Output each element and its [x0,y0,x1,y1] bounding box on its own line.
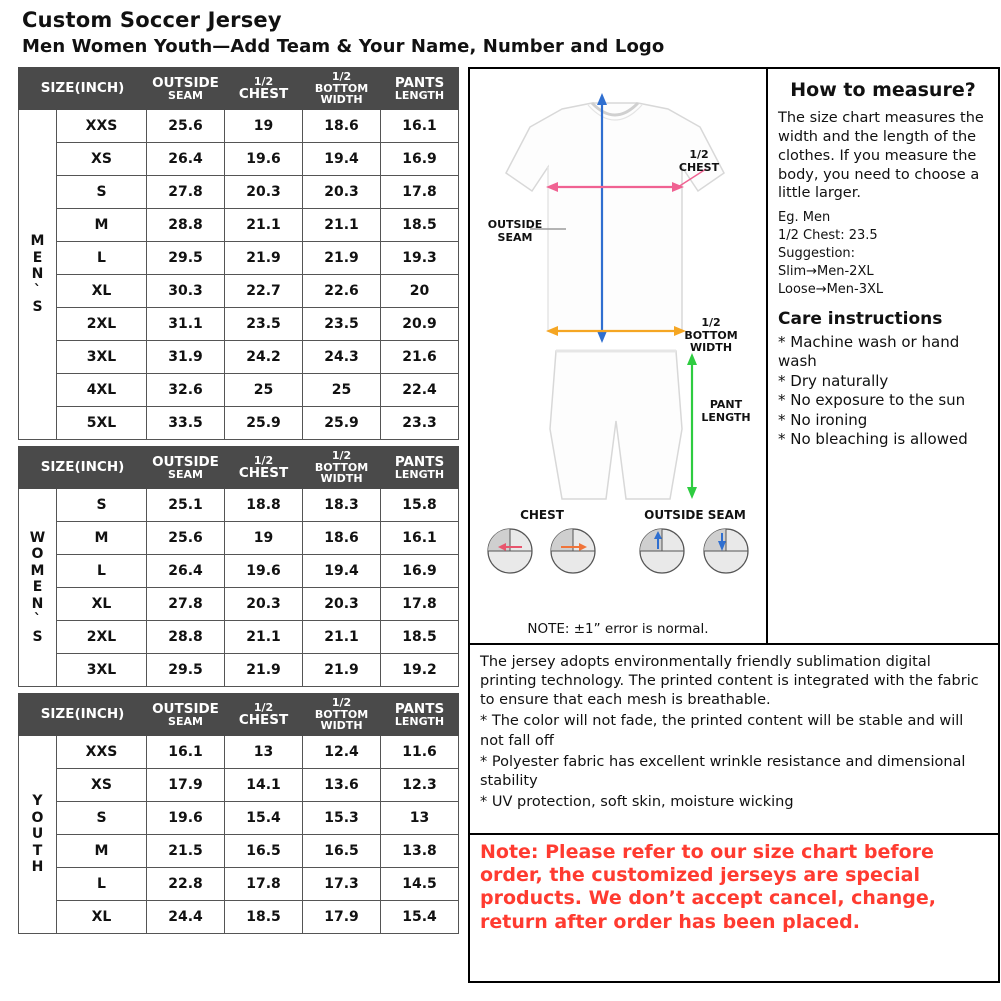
cell-bottom-width: 17.9 [303,901,381,934]
size-table-mens [18,67,459,440]
category-label-womens: W O M E N ` S [19,489,57,687]
label-half-chest: 1/2 CHEST [678,148,720,174]
cell-size: L [57,242,147,275]
cell-outside-seam: 24.4 [147,901,225,934]
cell-size: M [57,835,147,868]
table-row [19,654,459,687]
cell-outside-seam: 25.1 [147,489,225,522]
pant-length-arrow [687,353,697,499]
col-pants-length: PANTS LENGTH [381,447,459,489]
table-row [19,275,459,308]
cell-outside-seam: 16.1 [147,736,225,769]
cell-outside-seam: 29.5 [147,242,225,275]
cell-size: XS [57,769,147,802]
table-row [19,901,459,934]
table-row [19,621,459,654]
cell-pants-length: 18.5 [381,209,459,242]
care-item: * No bleaching is allowed [778,430,968,449]
cell-bottom-width: 21.9 [303,654,381,687]
cell-size: S [57,176,147,209]
care-instructions-title: Care instructions [778,308,943,329]
cell-outside-seam: 25.6 [147,522,225,555]
cell-bottom-width: 19.4 [303,143,381,176]
cell-half-chest: 22.7 [225,275,303,308]
cell-bottom-width: 18.6 [303,522,381,555]
cell-bottom-width: 24.3 [303,341,381,374]
cell-half-chest: 15.4 [225,802,303,835]
cell-size: M [57,209,147,242]
size-table-youth [18,693,459,934]
cell-pants-length: 13.8 [381,835,459,868]
cell-pants-length: 12.3 [381,769,459,802]
cell-outside-seam: 33.5 [147,407,225,440]
cell-bottom-width: 25 [303,374,381,407]
cell-bottom-width: 18.3 [303,489,381,522]
tolerance-note: NOTE: ±1” error is normal. [527,621,709,637]
cell-bottom-width: 12.4 [303,736,381,769]
table-header-row [19,68,459,110]
cell-bottom-width: 16.5 [303,835,381,868]
cell-bottom-width: 20.3 [303,588,381,621]
cell-half-chest: 14.1 [225,769,303,802]
how-to-measure-title: How to measure? [790,79,976,101]
table-row [19,407,459,440]
cell-half-chest: 19 [225,522,303,555]
cell-pants-length: 13 [381,802,459,835]
example-line: Eg. Men [778,210,831,226]
cell-pants-length: 16.1 [381,522,459,555]
table-row [19,736,459,769]
table-row [19,176,459,209]
cell-pants-length: 16.9 [381,555,459,588]
fabric-intro: The jersey adopts environmentally friendly sublimation digital printing technology. The printed content is integrated with the fabric to ensure that each mesh is breathable. [480,654,979,709]
cell-size: L [57,555,147,588]
cell-outside-seam: 29.5 [147,654,225,687]
cell-half-chest: 21.1 [225,209,303,242]
label-half-bottom-width: 1/2 BOTTOM WIDTH [684,316,738,355]
care-instructions-list [778,333,988,450]
cell-pants-length: 11.6 [381,736,459,769]
fabric-bullet: * Polyester fabric has excellent wrinkle resistance and dimensional stability [480,753,966,789]
cell-outside-seam: 27.8 [147,176,225,209]
size-tables [18,67,458,940]
cell-size: 3XL [57,654,147,687]
col-half-bottom-width: 1/2 BOTTOM WIDTH [303,447,381,489]
cell-outside-seam: 21.5 [147,835,225,868]
cell-pants-length: 20.9 [381,308,459,341]
table-row [19,588,459,621]
cell-pants-length: 19.3 [381,242,459,275]
cell-half-chest: 16.5 [225,835,303,868]
cell-half-chest: 24.2 [225,341,303,374]
how-to-measure-panel [768,67,1000,645]
cell-pants-length: 20 [381,275,459,308]
cell-bottom-width: 21.1 [303,209,381,242]
table-row [19,374,459,407]
cell-half-chest: 18.8 [225,489,303,522]
cell-size: 4XL [57,374,147,407]
page-title: Custom Soccer Jersey [22,8,282,32]
cell-bottom-width: 21.1 [303,621,381,654]
cell-bottom-width: 13.6 [303,769,381,802]
cell-half-chest: 19.6 [225,555,303,588]
cell-half-chest: 13 [225,736,303,769]
cell-bottom-width: 21.9 [303,242,381,275]
cell-half-chest: 20.3 [225,176,303,209]
cell-outside-seam: 30.3 [147,275,225,308]
cell-half-chest: 25 [225,374,303,407]
cell-size: XL [57,275,147,308]
cell-pants-length: 14.5 [381,868,459,901]
cell-pants-length: 23.3 [381,407,459,440]
col-outside-seam: OUTSIDE SEAM [147,447,225,489]
table-row [19,769,459,802]
cell-outside-seam: 26.4 [147,143,225,176]
label-outside-seam-icons: OUTSIDE SEAM [644,508,746,522]
col-half-chest: 1/2 CHEST [225,68,303,110]
col-pants-length: PANTS LENGTH [381,68,459,110]
care-item: * Machine wash or hand wash [778,332,960,371]
cell-half-chest: 23.5 [225,308,303,341]
page-header [0,0,1001,61]
care-item: * No exposure to the sun [778,391,966,410]
cell-pants-length: 22.4 [381,374,459,407]
table-row [19,489,459,522]
table-row [19,802,459,835]
cell-size: M [57,522,147,555]
cell-bottom-width: 15.3 [303,802,381,835]
cell-bottom-width: 25.9 [303,407,381,440]
col-half-bottom-width: 1/2 BOTTOM WIDTH [303,694,381,736]
table-row [19,242,459,275]
cell-pants-length: 19.2 [381,654,459,687]
cell-half-chest: 17.8 [225,868,303,901]
cell-half-chest: 19.6 [225,143,303,176]
col-half-chest: 1/2 CHEST [225,694,303,736]
cell-bottom-width: 22.6 [303,275,381,308]
category-label-mens: M E N ` S [19,110,57,440]
fabric-bullet: * The color will not fade, the printed content will be stable and will not fall off [480,713,964,749]
cell-size: S [57,802,147,835]
cell-outside-seam: 26.4 [147,555,225,588]
cell-outside-seam: 25.6 [147,110,225,143]
cell-outside-seam: 22.8 [147,868,225,901]
table-row [19,143,459,176]
label-pant-length: PANT LENGTH [701,398,751,424]
size-table-womens [18,446,459,687]
outside-seam-measure-icon-1 [640,529,684,573]
chest-measure-icon-1 [488,529,532,573]
example-line: 1/2 Chest: 23.5 [778,228,878,244]
table-row [19,209,459,242]
cell-half-chest: 25.9 [225,407,303,440]
category-label-youth: Y O U T H [19,736,57,934]
measurement-illustration-panel [468,67,768,645]
table-row [19,835,459,868]
table-row [19,868,459,901]
cell-bottom-width: 20.3 [303,176,381,209]
col-half-chest: 1/2 CHEST [225,447,303,489]
jersey-illustration [506,103,724,331]
cell-pants-length: 15.8 [381,489,459,522]
cell-pants-length: 16.1 [381,110,459,143]
order-note-text: Note: Please refer to our size chart before order, the customized jerseys are special products. We don’t accept cancel, change, return after order has been placed. [480,841,936,933]
cell-half-chest: 21.9 [225,242,303,275]
cell-outside-seam: 27.8 [147,588,225,621]
cell-size: XS [57,143,147,176]
cell-outside-seam: 28.8 [147,209,225,242]
example-line: Slim→Men-2XL [778,264,874,280]
care-item: * Dry naturally [778,371,889,390]
cell-half-chest: 18.5 [225,901,303,934]
col-size: SIZE(INCH) [19,447,147,489]
cell-pants-length: 15.4 [381,901,459,934]
cell-size: 5XL [57,407,147,440]
outside-seam-measure-icon-2 [704,529,748,573]
cell-size: 2XL [57,308,147,341]
cell-outside-seam: 19.6 [147,802,225,835]
col-pants-length: PANTS LENGTH [381,694,459,736]
chest-measure-icon-2 [551,529,595,573]
table-header-row [19,694,459,736]
cell-bottom-width: 18.6 [303,110,381,143]
col-outside-seam: OUTSIDE SEAM [147,68,225,110]
cell-bottom-width: 19.4 [303,555,381,588]
fabric-info-panel [468,645,1000,835]
table-header-row [19,447,459,489]
cell-size: S [57,489,147,522]
shorts-illustration [550,351,682,499]
cell-half-chest: 21.1 [225,621,303,654]
care-item: * No ironing [778,410,868,429]
cell-pants-length: 16.9 [381,143,459,176]
cell-size: XL [57,588,147,621]
cell-outside-seam: 32.6 [147,374,225,407]
table-row [19,555,459,588]
cell-pants-length: 18.5 [381,621,459,654]
col-size: SIZE(INCH) [19,694,147,736]
cell-outside-seam: 31.1 [147,308,225,341]
table-row [19,522,459,555]
cell-pants-length: 17.8 [381,176,459,209]
cell-bottom-width: 17.3 [303,868,381,901]
col-outside-seam: OUTSIDE SEAM [147,694,225,736]
label-outside-seam: OUTSIDE SEAM [487,218,543,244]
cell-half-chest: 21.9 [225,654,303,687]
cell-size: XL [57,901,147,934]
cell-half-chest: 20.3 [225,588,303,621]
label-chest-icons: CHEST [520,508,564,522]
cell-outside-seam: 17.9 [147,769,225,802]
cell-outside-seam: 31.9 [147,341,225,374]
cell-size: XXS [57,110,147,143]
fabric-bullet: * UV protection, soft skin, moisture wicking [480,793,794,810]
example-line: Suggestion: [778,246,856,262]
col-half-bottom-width: 1/2 BOTTOM WIDTH [303,68,381,110]
cell-size: L [57,868,147,901]
table-row [19,308,459,341]
how-to-measure-text: The size chart measures the width and the length of the clothes. If you measure the body, you need to choose a little larger. [778,110,984,202]
cell-outside-seam: 28.8 [147,621,225,654]
cell-size: XXS [57,736,147,769]
table-row [19,341,459,374]
cell-bottom-width: 23.5 [303,308,381,341]
example-block [778,209,988,299]
cell-pants-length: 17.8 [381,588,459,621]
cell-size: 3XL [57,341,147,374]
cell-pants-length: 21.6 [381,341,459,374]
content-area [10,67,991,985]
col-size: SIZE(INCH) [19,68,147,110]
table-row [19,110,459,143]
cell-size: 2XL [57,621,147,654]
example-line: Loose→Men-3XL [778,281,884,297]
order-note-panel [468,835,1000,983]
cell-half-chest: 19 [225,110,303,143]
page-subtitle: Men Women Youth—Add Team & Your Name, Number and Logo [22,36,665,57]
